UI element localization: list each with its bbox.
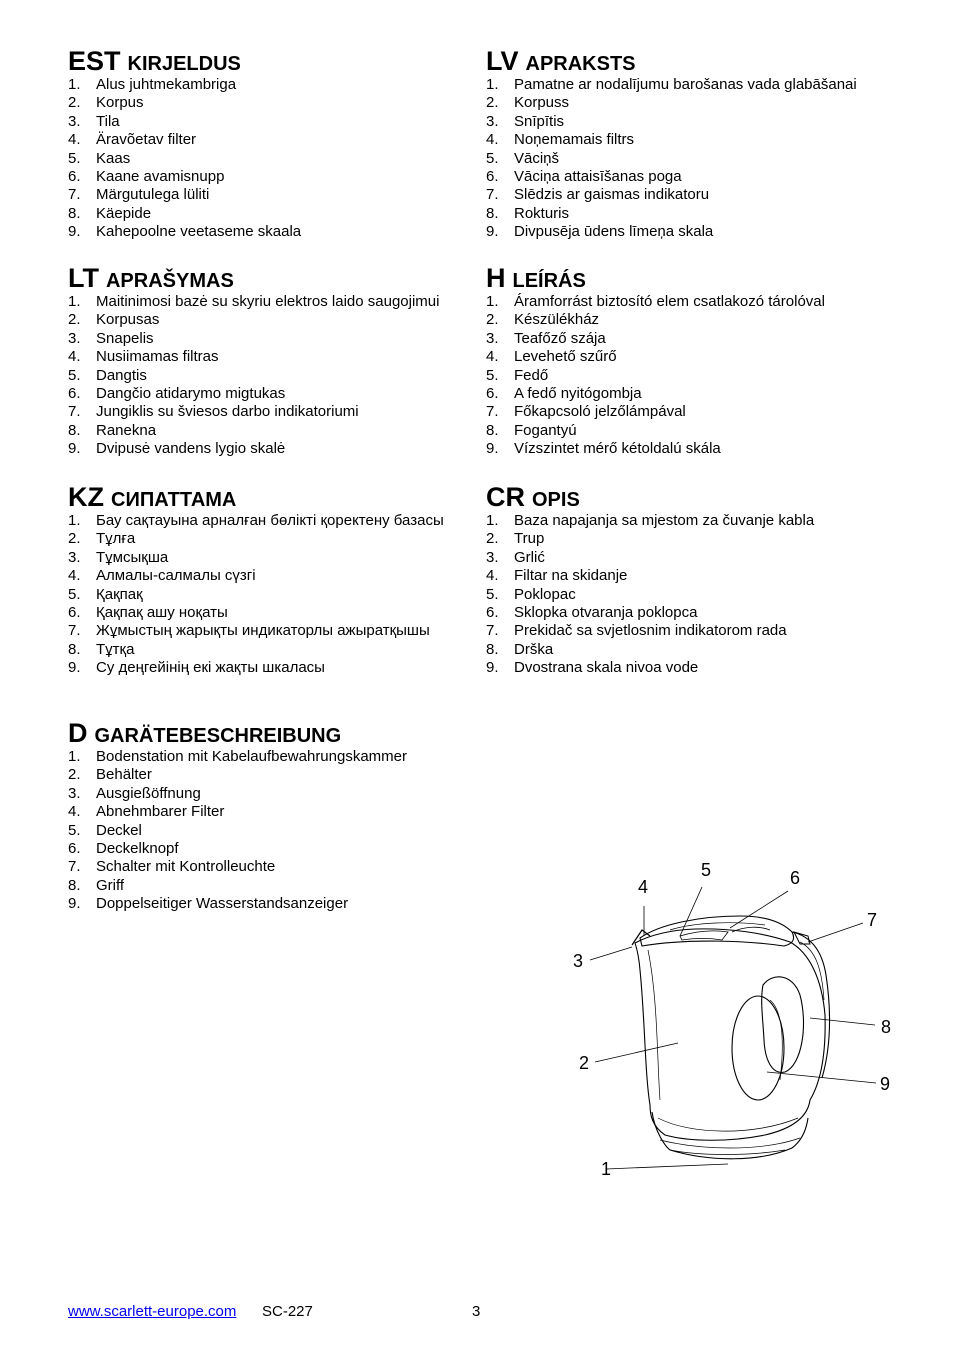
list-item: 2. Trup bbox=[486, 530, 545, 548]
page-number: 3 bbox=[472, 1303, 481, 1320]
section-title: GARÄTEBESCHREIBUNG bbox=[94, 725, 342, 747]
language-code: EST bbox=[68, 46, 121, 76]
list-item: 2. Korpusas bbox=[68, 311, 160, 329]
callout-label: 1 bbox=[601, 1159, 612, 1179]
list-item: 8. Rokturis bbox=[486, 204, 570, 222]
parts-list bbox=[486, 293, 886, 459]
list-item: 6. Kaane avamisnupp bbox=[68, 168, 225, 186]
list-item: 7. Жұмыстың жарықты индикаторлы ажыратқышы bbox=[68, 622, 430, 640]
language-code: H bbox=[486, 263, 506, 293]
list-item: 8. Griff bbox=[68, 876, 125, 894]
list-item: 6. Dangčio atidarymo migtukas bbox=[68, 385, 286, 403]
section-title: OPIS bbox=[532, 489, 580, 511]
parts-list bbox=[68, 76, 468, 242]
list-item: 3. Snapelis bbox=[68, 329, 154, 347]
section-heading bbox=[68, 482, 468, 512]
list-item: 5. Қақпақ bbox=[68, 585, 143, 603]
list-item: 8. Fogantyú bbox=[486, 421, 577, 439]
language-code: D bbox=[68, 718, 88, 748]
section-lt bbox=[68, 263, 468, 459]
list-item: 1. Bodenstation mit Kabelaufbewahrungskammer bbox=[68, 748, 408, 765]
list-item: 6. Sklopka otvaranja poklopca bbox=[486, 604, 698, 622]
callout-label: 8 bbox=[881, 1017, 892, 1037]
list-item: 9. Vízszintet mérő kétoldalú skála bbox=[486, 440, 721, 458]
list-item: 9. Kahepoolne veetaseme skaala bbox=[68, 223, 302, 241]
language-code: KZ bbox=[68, 482, 104, 512]
list-item: 9. Doppelseitiger Wasserstandsanzeiger bbox=[68, 895, 349, 913]
website-link[interactable]: www.scarlett-europe.com bbox=[68, 1303, 237, 1320]
list-item: 7. Főkapcsoló jelzőlámpával bbox=[486, 403, 686, 421]
section-title: LEÍRÁS bbox=[512, 270, 586, 292]
list-item: 3. Snīpītis bbox=[486, 112, 565, 130]
list-item: 3. Teafőző szája bbox=[486, 329, 606, 347]
list-item: 4. Äravõetav filter bbox=[68, 131, 197, 149]
list-item: 7. Prekidač sa svjetlosnim indikatorom rada bbox=[486, 622, 787, 640]
list-item: 9. Dvipusė vandens lygio skalė bbox=[68, 440, 286, 458]
list-item: 1. Бау сақтауына арналған бөлікті қоректену базасы bbox=[68, 512, 444, 529]
section-title: APRAŠYMAS bbox=[105, 270, 234, 292]
parts-list bbox=[68, 293, 468, 459]
section-lv bbox=[486, 46, 886, 242]
list-item: 3. Тұмсықша bbox=[68, 548, 169, 566]
list-item: 7. Schalter mit Kontrolleuchte bbox=[68, 858, 276, 876]
list-item: 2. Korpus bbox=[68, 94, 144, 112]
list-item: 6. Vāciņa attaisīšanas poga bbox=[486, 168, 682, 186]
section-heading bbox=[486, 263, 886, 293]
callout-label: 9 bbox=[880, 1074, 891, 1094]
list-item: 8. Drška bbox=[486, 640, 554, 658]
list-item: 9. Dvostrana skala nivoa vode bbox=[486, 659, 699, 677]
language-code: LT bbox=[68, 263, 99, 293]
section-h bbox=[486, 263, 886, 459]
model-number: SC-227 bbox=[262, 1303, 313, 1320]
parts-list bbox=[68, 512, 468, 678]
list-item: 6. Deckelknopf bbox=[68, 840, 179, 858]
list-item: 6. Қақпақ ашу ноқаты bbox=[68, 604, 228, 622]
section-heading bbox=[486, 482, 886, 512]
list-item: 5. Vāciņš bbox=[486, 149, 560, 167]
list-item: 4. Levehető szűrő bbox=[486, 348, 617, 366]
parts-list bbox=[486, 512, 886, 678]
list-item: 3. Ausgießöffnung bbox=[68, 784, 201, 802]
list-item: 1. Alus juhtmekambriga bbox=[68, 76, 237, 93]
list-item: 8. Тұтқа bbox=[68, 640, 135, 658]
list-item: 4. Filtar na skidanje bbox=[486, 567, 628, 585]
list-item: 4. Abnehmbarer Filter bbox=[68, 803, 225, 821]
section-est bbox=[68, 46, 468, 242]
section-d bbox=[68, 718, 468, 914]
list-item: 1. Baza napajanja sa mjestom za čuvanje kabla bbox=[486, 512, 815, 529]
list-item: 3. Tila bbox=[68, 112, 120, 130]
section-heading bbox=[68, 718, 468, 748]
list-item: 4. Алмалы-салмалы сүзгі bbox=[68, 567, 256, 585]
list-item: 5. Deckel bbox=[68, 821, 142, 839]
callout-label: 2 bbox=[579, 1053, 590, 1073]
section-kz bbox=[68, 482, 468, 678]
list-item: 2. Behälter bbox=[68, 766, 152, 784]
list-item: 7. Jungiklis su šviesos darbo indikatoriumi bbox=[68, 403, 359, 421]
section-heading bbox=[68, 46, 468, 76]
list-item: 7. Märgutulega lüliti bbox=[68, 186, 210, 204]
callout-label: 7 bbox=[867, 910, 878, 930]
section-heading bbox=[486, 46, 886, 76]
list-item: 9. Divpusēja ūdens līmeņa skala bbox=[486, 223, 714, 241]
section-cr bbox=[486, 482, 886, 678]
callout-label: 4 bbox=[638, 877, 649, 897]
list-item: 7. Slēdzis ar gaismas indikatoru bbox=[486, 186, 710, 204]
list-item: 6. A fedő nyitógombja bbox=[486, 385, 642, 403]
list-item: 1. Áramforrást biztosító elem csatlakozó tárolóval bbox=[486, 293, 825, 310]
kettle-drawing bbox=[560, 850, 900, 1190]
language-code: CR bbox=[486, 482, 525, 512]
list-item: 5. Poklopac bbox=[486, 585, 576, 603]
list-item: 2. Készülékház bbox=[486, 311, 600, 329]
callout-label: 3 bbox=[573, 951, 584, 971]
section-title: СИПАТТАМА bbox=[111, 489, 237, 511]
list-item: 5. Kaas bbox=[68, 149, 131, 167]
list-item: 8. Käepide bbox=[68, 204, 152, 222]
section-title: APRAKSTS bbox=[525, 53, 636, 75]
list-item: 1. Pamatne ar nodalījumu barošanas vada glabāšanai bbox=[486, 76, 857, 93]
list-item: 2. Korpuss bbox=[486, 94, 570, 112]
list-item: 8. Ranekna bbox=[68, 421, 157, 439]
list-item: 9. Су деңгейінің екі жақты шкаласы bbox=[68, 659, 325, 677]
list-item: 3. Grlić bbox=[486, 548, 545, 566]
language-code: LV bbox=[486, 46, 519, 76]
list-item: 5. Dangtis bbox=[68, 366, 147, 384]
list-item: 4. Noņemamais filtrs bbox=[486, 131, 635, 149]
callout-label: 5 bbox=[701, 860, 712, 880]
list-item: 4. Nusiimamas filtras bbox=[68, 348, 219, 366]
kettle-diagram bbox=[560, 850, 900, 1190]
list-item: 2. Тұлға bbox=[68, 530, 136, 548]
list-item: 5. Fedő bbox=[486, 366, 549, 384]
parts-list bbox=[68, 748, 468, 914]
parts-list bbox=[486, 76, 886, 242]
callout-label: 6 bbox=[790, 868, 801, 888]
section-heading bbox=[68, 263, 468, 293]
section-title: KIRJELDUS bbox=[127, 53, 241, 75]
list-item: 1. Maitinimosi bazė su skyriu elektros laido saugojimui bbox=[68, 293, 440, 310]
